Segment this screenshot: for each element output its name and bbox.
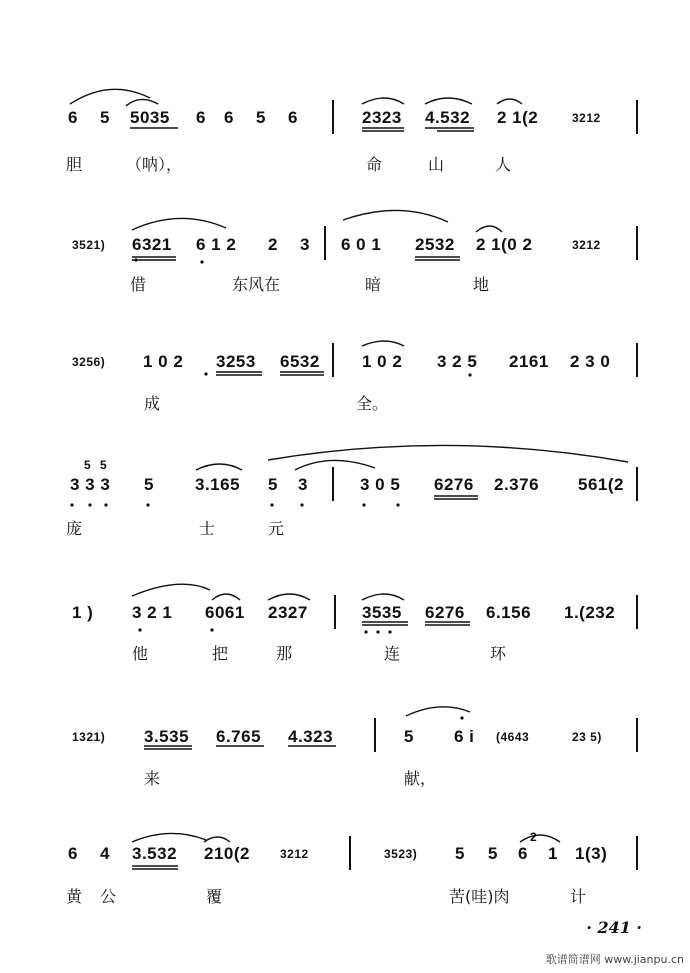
score-system-6	[0, 690, 690, 800]
note: 4.532	[425, 108, 471, 127]
lyric: 命	[366, 155, 383, 174]
note: 5	[100, 108, 110, 127]
note: 3523)	[384, 847, 418, 861]
note: 6532	[280, 352, 320, 371]
note: 2 3 0	[570, 352, 611, 371]
bar-line	[636, 100, 638, 134]
note: 2	[268, 235, 278, 254]
note: 4	[100, 844, 110, 863]
lyric: 他	[132, 644, 149, 663]
note: 3212	[280, 847, 309, 861]
note: 1	[548, 844, 558, 863]
lyric: （呐），	[126, 155, 183, 174]
watermark: 歌谱简谱网 www.jianpu.cn	[545, 953, 684, 966]
note: 6 i	[454, 727, 475, 746]
note: 4.323	[288, 727, 334, 746]
score-system-7	[0, 810, 690, 920]
note: 6.765	[216, 727, 262, 746]
lyric: 暗	[365, 275, 382, 294]
note: 3.535	[144, 727, 190, 746]
note: 6.156	[486, 603, 532, 622]
lyric: 元	[268, 519, 285, 538]
lyric: 覆	[206, 887, 223, 906]
note: 1.(232	[564, 603, 616, 622]
grace-note: 5	[84, 458, 92, 472]
note: 6	[518, 844, 528, 863]
bar-line	[636, 467, 638, 501]
note: 2323	[362, 108, 402, 127]
grace-note: 2	[530, 830, 538, 844]
bar-line	[636, 343, 638, 377]
grace-note: 5	[100, 458, 108, 472]
note: 2 1(2	[497, 108, 539, 127]
bar-line	[332, 343, 334, 377]
note: 210(2	[204, 844, 250, 863]
note: 3212	[572, 238, 601, 252]
lyric: 成	[144, 394, 161, 413]
bar-line	[332, 467, 334, 501]
bar-line	[374, 718, 376, 752]
bar-line	[332, 100, 334, 134]
lyric: 借	[130, 275, 147, 294]
note: 5	[455, 844, 465, 863]
note: 5035	[130, 108, 170, 127]
note: 6276	[434, 475, 474, 494]
bar-line	[334, 595, 336, 629]
lyric: 苦(哇)肉	[449, 887, 510, 906]
score-system-2	[0, 190, 690, 300]
note: 3521)	[72, 238, 106, 252]
note: 1321)	[72, 730, 106, 744]
note: 6276	[425, 603, 465, 622]
note: 1 0 2	[362, 352, 403, 371]
note: 6 0 1	[341, 235, 382, 254]
note: 3 2 5	[437, 352, 478, 371]
lyric: 地	[473, 275, 490, 294]
note: 2327	[268, 603, 308, 622]
lyric: 庞	[66, 519, 83, 538]
note: 3 0 5	[360, 475, 401, 494]
note: 6	[68, 108, 78, 127]
lyric: 把	[212, 644, 229, 663]
note: 2.376	[494, 475, 540, 494]
note: 3 2 1	[132, 603, 173, 622]
note: 6061	[205, 603, 245, 622]
note: 3535	[362, 603, 402, 622]
score-system-1	[0, 60, 690, 174]
note: 3	[298, 475, 308, 494]
note: 6	[288, 108, 298, 127]
note: (4643	[496, 730, 530, 744]
bar-line	[636, 836, 638, 870]
lyric: 连	[384, 644, 401, 663]
note: 2 1(0 2	[476, 235, 533, 254]
lyric: 那	[276, 644, 293, 663]
lyric: 士	[199, 519, 216, 538]
note: 1(3)	[575, 844, 608, 863]
score-system-4	[0, 440, 690, 550]
note: 6	[196, 108, 206, 127]
lyric: 计	[570, 887, 587, 906]
note: 23 5)	[572, 730, 602, 744]
note: 6	[68, 844, 78, 863]
lyric: 全。	[356, 394, 389, 413]
note: 6	[224, 108, 234, 127]
bar-line	[636, 226, 638, 260]
note: 3	[300, 235, 310, 254]
score-system-3	[0, 315, 690, 425]
bar-line	[324, 226, 326, 260]
bar-line	[349, 836, 351, 870]
note: 2532	[415, 235, 455, 254]
note: 561(2	[578, 475, 624, 494]
note: 3.532	[132, 844, 178, 863]
bar-line	[636, 595, 638, 629]
note: 3256)	[72, 355, 106, 369]
score-system-5	[0, 565, 690, 675]
note: 5	[488, 844, 498, 863]
note: 5	[144, 475, 154, 494]
lyric: 献，	[404, 769, 437, 788]
lyric: 环	[490, 644, 507, 663]
note: 3.165	[195, 475, 241, 494]
note: 3253	[216, 352, 256, 371]
lyric: 胆	[66, 155, 83, 174]
note: 2161	[509, 352, 549, 371]
lyric: 公	[100, 887, 117, 906]
note: 6321	[132, 235, 172, 254]
bar-line	[636, 718, 638, 752]
note: 5	[404, 727, 414, 746]
page-number: · 241 ·	[586, 918, 642, 937]
lyric: 山	[428, 155, 445, 174]
lyric: 人	[495, 155, 512, 174]
note: 1 0 2	[143, 352, 184, 371]
note: 3 3 3	[70, 475, 111, 494]
lyric: 东风在	[232, 275, 281, 294]
lyric: 来	[144, 769, 161, 788]
note: 6 1 2	[196, 235, 237, 254]
note: 5	[256, 108, 266, 127]
note: 5	[268, 475, 278, 494]
lyric: 黄	[66, 887, 83, 906]
note: 1 )	[72, 603, 94, 622]
note: 3212	[572, 111, 601, 125]
